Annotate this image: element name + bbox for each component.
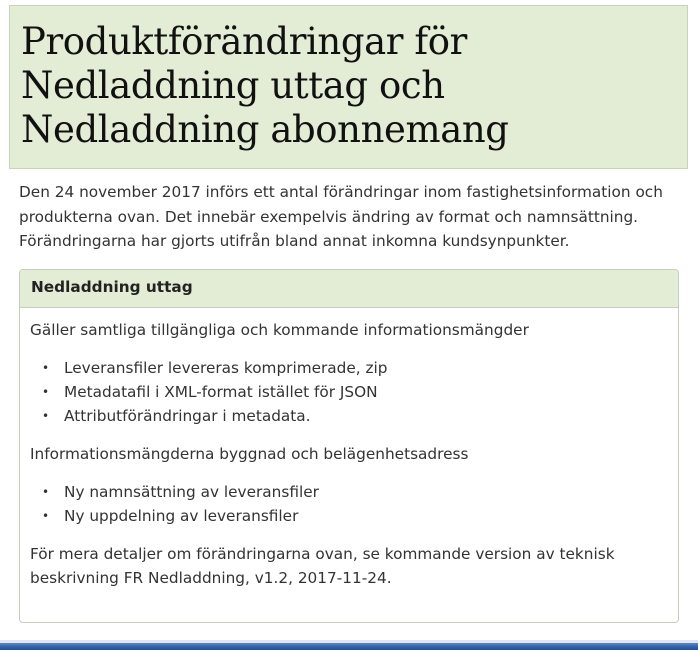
list-item: [42, 356, 668, 380]
bullet-icon: •: [42, 509, 50, 523]
section2-list: [30, 480, 668, 528]
footer-text: För mera detaljer om förändringarna ovan, se kommande version av teknisk beskrivning FR Nedladdning, v1.2, 2017-11-24.: [30, 545, 615, 587]
list-item-text: Ny uppdelning av leveransfiler: [64, 507, 299, 525]
page-title: Produktförändringar för Nedladdning uttag och Nedladdning abonnemang: [21, 20, 509, 151]
card-body: [20, 308, 678, 590]
bullet-icon: •: [42, 409, 50, 423]
bullet-icon: •: [42, 361, 50, 375]
bullet-icon: •: [42, 385, 50, 399]
list-item: [42, 480, 668, 504]
list-item-text: Ny namnsättning av leveransfiler: [64, 483, 319, 501]
bullet-icon: •: [42, 485, 50, 499]
list-item: [42, 380, 668, 404]
intro-paragraph: Den 24 november 2017 införs ett antal förändringar inom fastighetsinformation och produkterna ovan. Det innebär exempelvis ändring av format och namnsättning. Förändringarna har gjorts utifrån bland annat inkomna kundsynpunkter.: [19, 183, 663, 250]
list-item-text: Leveransfiler levereras komprimerade, zip: [64, 359, 388, 377]
info-card: [19, 269, 679, 623]
list-item-text: Metadatafil i XML-format istället för JSON: [64, 383, 378, 401]
list-item: [42, 404, 668, 428]
section1-text: Gäller samtliga tillgängliga och kommande informationsmängder: [30, 321, 529, 339]
card-header: Nedladdning uttag: [20, 270, 678, 308]
list-item: [42, 504, 668, 528]
list-item-text: Attributförändringar i metadata.: [64, 407, 311, 425]
taskbar-edge: [0, 643, 698, 650]
section1-list: [30, 356, 668, 428]
title-banner: [9, 5, 688, 169]
section2-text: Informationsmängderna byggnad och belägenhetsadress: [30, 445, 469, 463]
